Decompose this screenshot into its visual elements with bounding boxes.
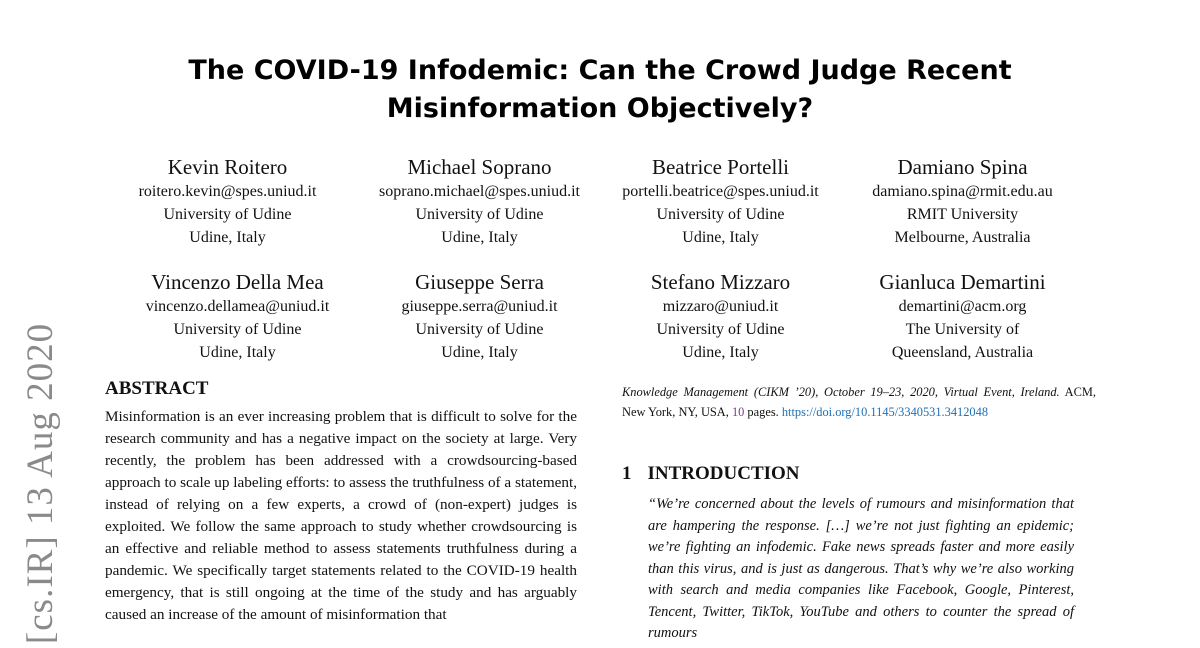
author-email: portelli.beatrice@spes.uniud.it xyxy=(622,183,819,200)
paper-title: The COVID-19 Infodemic: Can the Crowd Judge Recent Misinformation Objectively? xyxy=(188,55,1012,124)
author-block xyxy=(840,154,1085,249)
author-name: Gianluca Demartini xyxy=(879,270,1046,294)
section-number: 1 xyxy=(622,463,632,484)
author-name: Kevin Roitero xyxy=(167,155,288,179)
author-name: Giuseppe Serra xyxy=(415,270,544,294)
abstract-heading: ABSTRACT xyxy=(105,378,209,399)
reference-pages-word: pages. xyxy=(744,404,782,419)
author-email: damiano.spina@rmit.edu.au xyxy=(872,183,1053,200)
author-location: Udine, Italy xyxy=(682,344,759,361)
author-block xyxy=(840,269,1085,364)
acm-reference-format xyxy=(622,383,1096,422)
author-location: Udine, Italy xyxy=(441,229,518,246)
author-affiliation: University of Udine xyxy=(163,206,292,223)
author-location: Queensland, Australia xyxy=(891,344,1034,361)
author-affiliation: The University of xyxy=(905,321,1020,338)
author-block xyxy=(598,269,843,364)
author-affiliation: University of Udine xyxy=(173,321,302,338)
author-location: Melbourne, Australia xyxy=(894,229,1031,246)
author-block xyxy=(598,154,843,249)
reference-venue: Knowledge Management (CIKM ’20), October 19–23, 2020, Virtual Event, Ireland. xyxy=(622,385,1060,399)
author-email: mizzaro@uniud.it xyxy=(662,298,779,315)
author-location: Udine, Italy xyxy=(441,344,518,361)
reference-publisher: ACM, New York, NY, USA, xyxy=(622,385,1096,419)
reference-pages-count: 10 xyxy=(731,404,745,419)
author-name: Damiano Spina xyxy=(897,155,1028,179)
author-email: soprano.michael@spes.uniud.it xyxy=(379,183,580,200)
author-location: Udine, Italy xyxy=(682,229,759,246)
author-email: demartini@acm.org xyxy=(898,298,1027,315)
author-block xyxy=(357,154,602,249)
section-title: INTRODUCTION xyxy=(647,463,800,484)
author-name: Michael Soprano xyxy=(407,155,552,179)
author-affiliation: University of Udine xyxy=(415,321,544,338)
author-location: Udine, Italy xyxy=(189,229,266,246)
author-affiliation: University of Udine xyxy=(656,206,785,223)
author-email: roitero.kevin@spes.uniud.it xyxy=(138,183,317,200)
author-block xyxy=(357,269,602,364)
author-name: Beatrice Portelli xyxy=(651,155,790,179)
author-block xyxy=(115,269,360,364)
author-block xyxy=(105,154,350,249)
abstract-text: Misinformation is an ever increasing problem that is difficult to solve for the research community and has a negative impact on the society at large. Very recently, the problem has been addressed with a crowdsourcing-based approach to scale up labeling efforts: to assess the truthfulness of a statement, instead of relying on a few experts, a crowd of (non-expert) judges is exploited. We follow the same approach to study whether crowdsourcing is an effective and reliable method to assess statements truthfulness during a pandemic. We specifically target statements related to the COVID-19 health emergency, that is still ongoing at the time of the study and has arguably caused an increase of the amount of misinformation that xyxy=(105,408,577,623)
author-affiliation: RMIT University xyxy=(906,206,1019,223)
author-name: Vincenzo Della Mea xyxy=(151,270,324,294)
author-location: Udine, Italy xyxy=(199,344,276,361)
arxiv-identifier: [cs.IR] 13 Aug 2020 xyxy=(20,322,62,644)
arxiv-sidebar-stamp xyxy=(8,318,74,648)
author-email: vincenzo.dellamea@uniud.it xyxy=(145,298,330,315)
author-affiliation: University of Udine xyxy=(656,321,785,338)
author-email: giuseppe.serra@uniud.it xyxy=(401,298,558,315)
doi-link[interactable]: https://doi.org/10.1145/3340531.3412048 xyxy=(781,404,989,419)
author-name: Stefano Mizzaro xyxy=(650,270,791,294)
introduction-quote: “We’re concerned about the levels of rumours and misinformation that are hampering the response. […] we’re not just fighting an epidemic; we’re fighting an infodemic. Fake news spreads faster and more easily than this virus, and is just as dangerous. That’s why we’re also working with search and media companies like Facebook, Google, Pinterest, Tencent, Twitter, TikTok, YouTube and others to counter the spread of rumours xyxy=(648,496,1074,641)
author-affiliation: University of Udine xyxy=(415,206,544,223)
introduction-heading xyxy=(622,463,800,485)
